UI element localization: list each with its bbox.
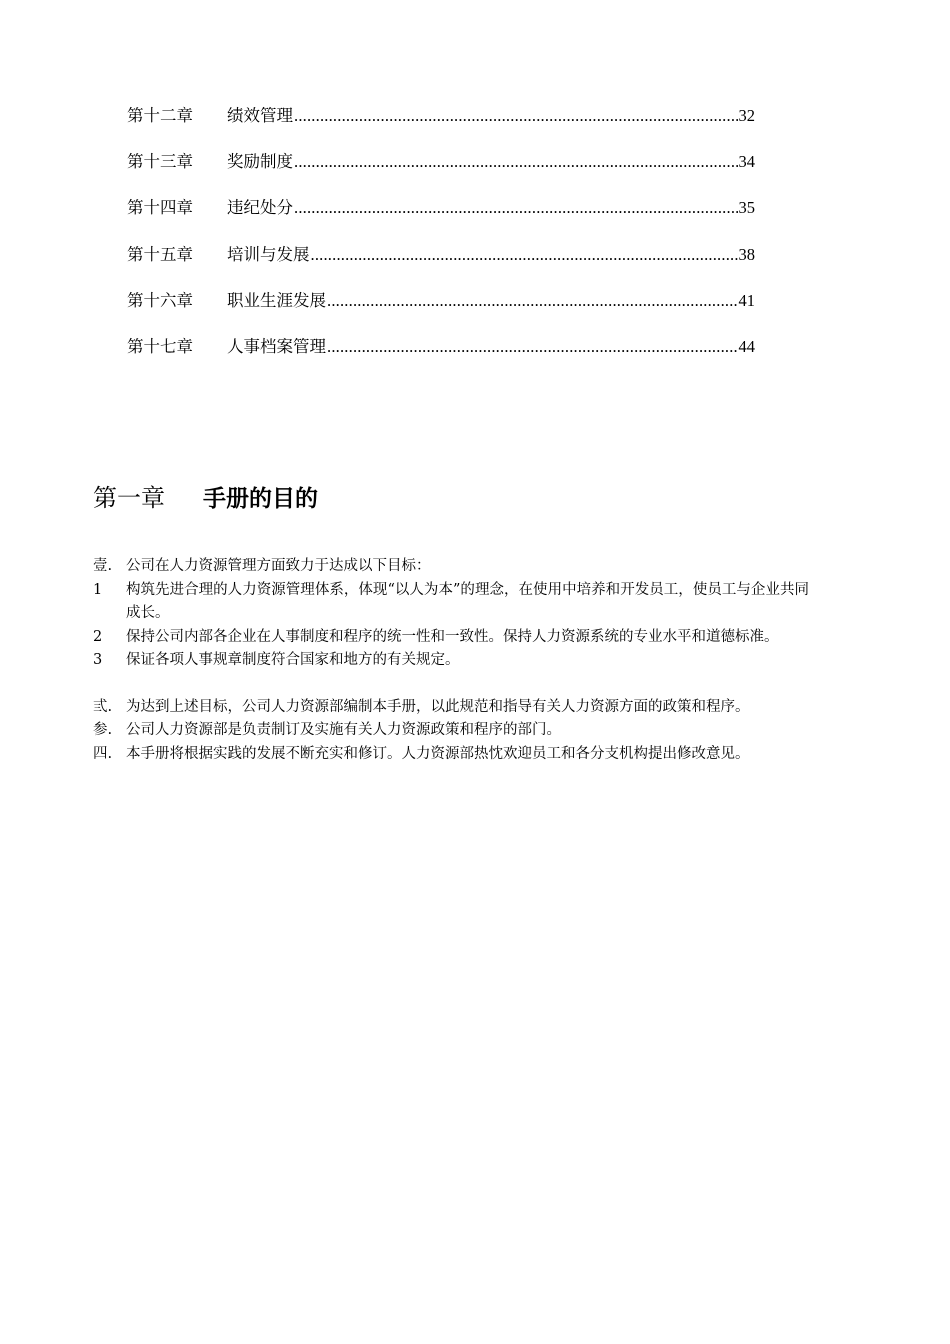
section-marker: 四. bbox=[93, 745, 113, 762]
list-item bbox=[93, 649, 809, 673]
section-marker: 壹. bbox=[93, 558, 113, 574]
toc-chapter-number: 第十四章 bbox=[127, 198, 193, 218]
toc-page-number: 32 bbox=[738, 106, 755, 125]
toc-dot-leader bbox=[311, 242, 738, 268]
list-item-text: 保证各项人事规章制度符合国家和地方的有关规定。 bbox=[126, 652, 460, 668]
toc-entry[interactable] bbox=[127, 149, 755, 195]
list-item bbox=[93, 626, 809, 650]
section-text: 公司在人力资源管理方面致力于达成以下目标： bbox=[126, 558, 431, 574]
section-paragraph bbox=[93, 555, 809, 579]
toc-dot-leader bbox=[327, 334, 738, 360]
chapter-title: 手册的目的 bbox=[203, 486, 318, 512]
toc-page-number: 41 bbox=[738, 290, 755, 310]
toc-chapter-title: 职业生涯发展 bbox=[227, 290, 326, 310]
section-text: 公司人力资源部是负责制订及实施有关人力资源政策和程序的部门。 bbox=[126, 722, 561, 738]
toc-dot-leader bbox=[327, 288, 738, 314]
toc-chapter-number: 第十七章 bbox=[127, 336, 193, 356]
list-item-number: 2 bbox=[93, 628, 103, 645]
toc-chapter-number: 第十五章 bbox=[127, 244, 193, 264]
paragraph-spacer bbox=[93, 673, 809, 696]
toc-chapter-number: 第十二章 bbox=[127, 106, 193, 125]
toc-entry[interactable] bbox=[127, 334, 755, 380]
section-marker: 参. bbox=[93, 722, 113, 738]
toc-chapter-number: 第十三章 bbox=[127, 152, 193, 172]
toc-dot-leader bbox=[294, 103, 738, 129]
toc-chapter-title: 培训与发展 bbox=[227, 244, 310, 264]
toc-entry[interactable] bbox=[127, 288, 755, 334]
section-paragraph bbox=[93, 696, 809, 720]
chapter-body bbox=[93, 555, 809, 766]
section-paragraph bbox=[93, 719, 809, 743]
table-of-contents bbox=[127, 103, 755, 380]
toc-chapter-number: 第十六章 bbox=[127, 290, 193, 310]
list-item-text: 保持公司内部各企业在人事制度和程序的统一性和一致性。保持人力资源系统的专业水平和道德标准。 bbox=[126, 628, 779, 645]
chapter-heading bbox=[93, 480, 318, 517]
list-item bbox=[93, 579, 809, 626]
section-text: 为达到上述目标，公司人力资源部编制本手册，以此规范和指导有关人力资源方面的政策和程序。 bbox=[126, 698, 750, 715]
section-paragraph bbox=[93, 743, 809, 767]
toc-entry[interactable] bbox=[127, 103, 755, 149]
list-item-number: 1 bbox=[93, 581, 103, 598]
toc-entry[interactable] bbox=[127, 195, 755, 241]
section-marker: 弎. bbox=[93, 698, 113, 715]
toc-page-number: 44 bbox=[738, 336, 755, 356]
toc-chapter-title: 绩效管理 bbox=[227, 106, 293, 125]
toc-entry[interactable] bbox=[127, 242, 755, 288]
list-item-text: 构筑先进合理的人力资源管理体系，体现“以人为本”的理念，在使用中培养和开发员工，使员工与企业共同成长。 bbox=[126, 581, 809, 621]
toc-dot-leader bbox=[294, 195, 738, 221]
toc-page-number: 34 bbox=[738, 152, 755, 172]
toc-chapter-title: 人事档案管理 bbox=[227, 336, 326, 356]
toc-page-number: 38 bbox=[738, 244, 755, 264]
toc-chapter-title: 奖励制度 bbox=[227, 152, 293, 172]
section-text: 本手册将根据实践的发展不断充实和修订。人力资源部热忱欢迎员工和各分支机构提出修改意见。 bbox=[126, 745, 750, 762]
list-item-number: 3 bbox=[93, 652, 103, 668]
chapter-number: 第一章 bbox=[93, 484, 165, 512]
toc-dot-leader bbox=[294, 149, 738, 175]
toc-chapter-title: 违纪处分 bbox=[227, 198, 293, 218]
toc-page-number: 35 bbox=[738, 198, 755, 218]
